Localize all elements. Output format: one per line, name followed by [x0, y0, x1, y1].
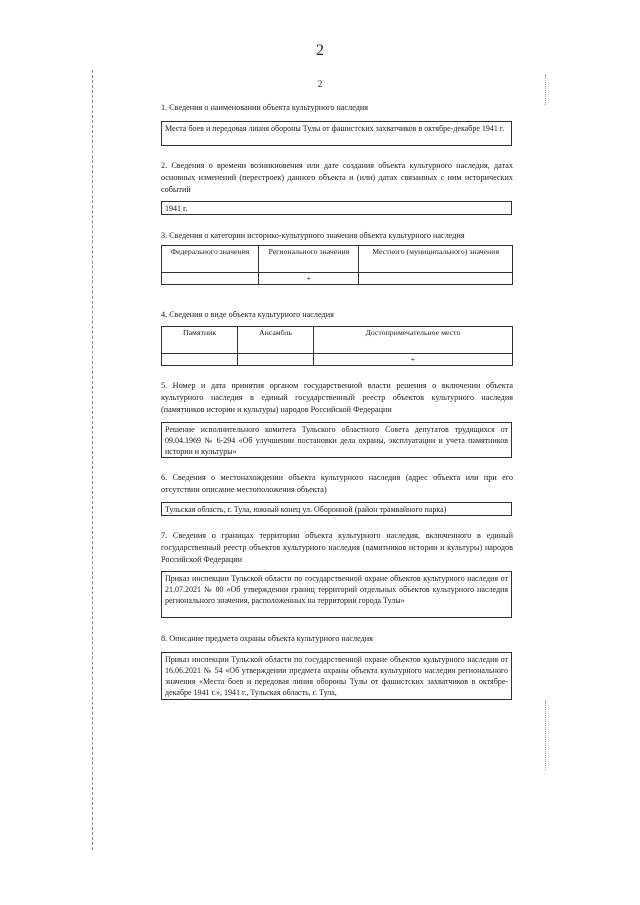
- scan-edge-left: [92, 70, 93, 850]
- type-monument-header: Памятник: [162, 327, 238, 354]
- category-federal-value: [162, 273, 259, 285]
- category-table: [161, 245, 513, 285]
- type-ensemble-value: [238, 354, 314, 366]
- category-federal-header: Федерального значения: [162, 246, 259, 273]
- section-2-content: 1941 г.: [161, 201, 512, 215]
- section-5-content: Решение исполнительного комитета Тульского областного Совета депутатов трудящихся от 09.04.1969 № 6-294 «Об улучшении постановки дела охраны, эксплуатации и учета памятников истории и культуры»: [161, 422, 512, 458]
- section-7-content: Приказ инспекции Тульской области по государственной охране объектов культурного наследия от 21.07.2021 № 80 «Об утверждении границ территорий отдельных объектов культурного наследия регионального значения, расположенных на территории города Тулы»: [161, 571, 512, 618]
- section-8-content: Приказ инспекции Тульской области по государственной охране объектов культурного наследия от 16.06.2021 № 54 «Об утверждении предмета охраны объекта культурного наследия регионального значения «Места боев и передовая линия обороны Тулы от фашистских захватчиков в октябре-декабре 1941 г.», 1941 г., Тульская область, г. Тула,: [161, 652, 512, 700]
- category-regional-header: Регионального значения: [259, 246, 359, 273]
- section-1-title: 1. Сведения о наименовании объекта культурного наследия: [161, 103, 369, 112]
- scan-edge-right: [545, 700, 546, 770]
- section-7-title: 7. Сведения о границах территории объекта культурного наследия, включенного в единый государственный реестр объектов культурного наследия (памятников истории и культуры) народов Российской Федерации: [161, 531, 513, 564]
- type-landmark-header: Достопримечательное место: [313, 327, 512, 354]
- section-2-title: 2. Сведения о времени возникновения или дате создания объекта культурного наследия, датах основных изменений (перестроек) данного объекта и (или) датах связанных с ним исторических событий: [161, 161, 513, 194]
- page-number-top: 2: [316, 42, 324, 59]
- section-8-title: 8. Описание предмета охраны объекта культурного наследия: [161, 634, 373, 643]
- type-monument-value: [162, 354, 238, 366]
- section-3-title: 3. Сведения о категории историко-культурного значения объекта культурного наследия: [161, 231, 465, 240]
- category-local-header: Местного (муниципального) значения: [359, 246, 513, 273]
- section-5-title: 5. Номер и дата принятия органом государственной власти решения о включении объекта культурного наследия в единый государственный реестр объектов культурного наследия (памятников истории и культуры) народов Российской Федерации: [161, 381, 513, 414]
- type-table: [161, 326, 513, 366]
- section-1-content: Места боев и передовая линия обороны Тулы от фашистских захватчиков в октябре-декабре 1941 г.: [161, 121, 512, 146]
- category-regional-value: +: [259, 273, 359, 285]
- section-6-title: 6. Сведения о местонахождении объекта культурного наследия (адрес объекта или при его отсутствии описание местоположения объекта): [161, 473, 513, 494]
- page-number-inner: 2: [317, 79, 323, 89]
- section-4-title: 4. Сведения о виде объекта культурного наследия: [161, 310, 334, 319]
- category-local-value: [359, 273, 513, 285]
- scan-edge-right: [545, 75, 546, 105]
- section-6-content: Тульская область, г. Тула, южный конец ул. Оборонной (район трамвайного парка): [161, 502, 512, 516]
- type-ensemble-header: Ансамбль: [238, 327, 314, 354]
- type-landmark-value: +: [313, 354, 512, 366]
